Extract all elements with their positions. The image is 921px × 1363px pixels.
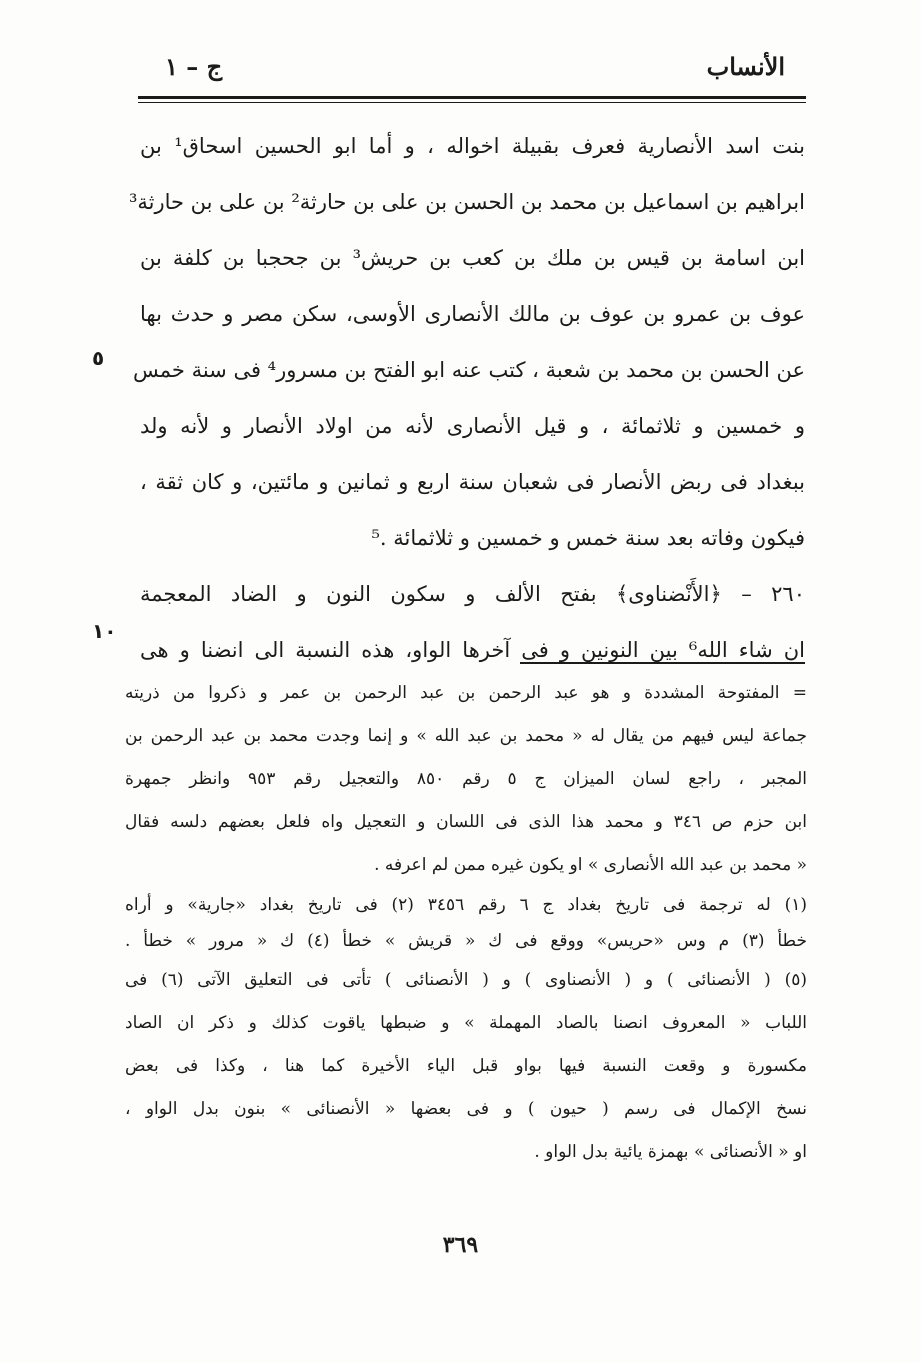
page-number: ٣٦٩ <box>442 1232 479 1258</box>
text-line-5: عن الحسن بن محمد بن شعبة ، كتب عنه ابو الفتح بن مسرور⁴ فى سنة خمس <box>133 358 805 382</box>
running-head <box>140 48 805 88</box>
text-line-2: ابراهيم بن اسماعيل بن محمد بن الحسن بن على بن حارثة² بن على بن حارثة³ <box>128 190 805 214</box>
text-line-6: و خمسين و ثلاثمائة ، و قيل الأنصارى لأنه من اولاد الأنصار و لأنه ولد <box>140 414 805 438</box>
footnote-line: اللباب « المعروف انصنا بالصاد المهملة » و ضبطها ياقوت كذلك و ذكر ان الصاد <box>125 1013 807 1033</box>
volume-number: ج – ١ <box>165 52 223 81</box>
footnote-continuation-line: جماعة ليس فيهم من يقال له « محمد بن عبد الله » و إنما وجدت محمد بن عبد الرحمن بن <box>125 726 807 746</box>
footnote-continuation-line: = المفتوحة المشددة و هو عبد الرحمن بن عبد الرحمن بن عمر و ذكروا من ذريته <box>125 683 807 703</box>
footnote-line: (١) له ترجمة فى تاريخ بغداد ج ٦ رقم ٣٤٥٦ (٢) فى تاريخ بغداد «جارية» و أراه <box>125 895 807 915</box>
footnotes-block <box>125 672 807 1174</box>
text-line-9: ٢٦٠ – ﴿الأَنْضناوى﴾ بفتح الألف و سكون النون و الضاد المعجمة <box>140 582 805 606</box>
line-number-5: ٥ <box>92 346 105 370</box>
header-rule-thin <box>138 102 806 103</box>
line-number-10: ١٠ <box>92 619 117 643</box>
footnote-continuation-line: المجبر ، راجع لسان الميزان ج ٥ رقم ٨٥٠ والتعجيل رقم ٩٥٣ وانظر جمهرة <box>125 769 807 789</box>
footnote-continuation-line: « محمد بن عبد الله الأنصارى » او يكون غيره ممن لم اعرفه . <box>374 855 807 875</box>
footnote-line: خطأ (٣) م وس «حريس» ووقع فى ك « قريش » خطأ (٤) ك « مرور » خطأ . <box>125 931 808 951</box>
text-line-7: ببغداد فى ربض الأنصار فى شعبان سنة اربع و ثمانين و مائتين، و كان ثقة ، <box>140 470 805 494</box>
footnote-line: مكسورة و وقعت النسبة فيها بواو قبل الياء الأخيرة كما هنا ، وكذا فى بعض <box>125 1056 807 1076</box>
main-text-block <box>128 118 806 678</box>
footnote-line: (٥) ( الأنصنائى ) و ( الأنصناوى ) و ( الأنصنائى ) تأتى فى التعليق الآتى (٦) فى <box>125 970 807 990</box>
text-line-1: بنت اسد الأنصارية فعرف بقبيلة اخواله ، و أما ابو الحسين اسحاق¹ بن <box>140 134 805 158</box>
text-line-10: ان شاء الله⁶ بين النونين و فى آخرها الواو، هذه النسبة الى انضنا و هى <box>140 638 805 662</box>
text-line-3: ابن اسامة بن قيس بن ملك بن كعب بن حريش³ بن جحجبا بن كلفة بن <box>140 246 806 270</box>
footnote-continuation-line: ابن حزم ص ٣٤٦ و محمد هذا الذى فى اللسان و التعجيل واه فلعل بعضهم دلسه فقال <box>125 812 807 832</box>
text-line-8: فيكون وفاته بعد سنة خمس و خمسين و ثلاثمائة .⁵ <box>371 526 805 550</box>
running-title: الأنساب <box>706 52 785 81</box>
text-line-4: عوف بن عمرو بن عوف بن مالك الأنصارى الأوسى، سكن مصر و حدث بها <box>140 302 805 326</box>
footnote-line: او « الأنصنائى » بهمزة يائية بدل الواو . <box>534 1142 807 1162</box>
footnote-separator <box>520 662 805 664</box>
header-rule-thick <box>138 96 806 99</box>
footnote-line: نسخ الإكمال فى رسم ( حيون ) و فى بعضها « الأنصنائى » بنون بدل الواو ، <box>125 1099 807 1119</box>
